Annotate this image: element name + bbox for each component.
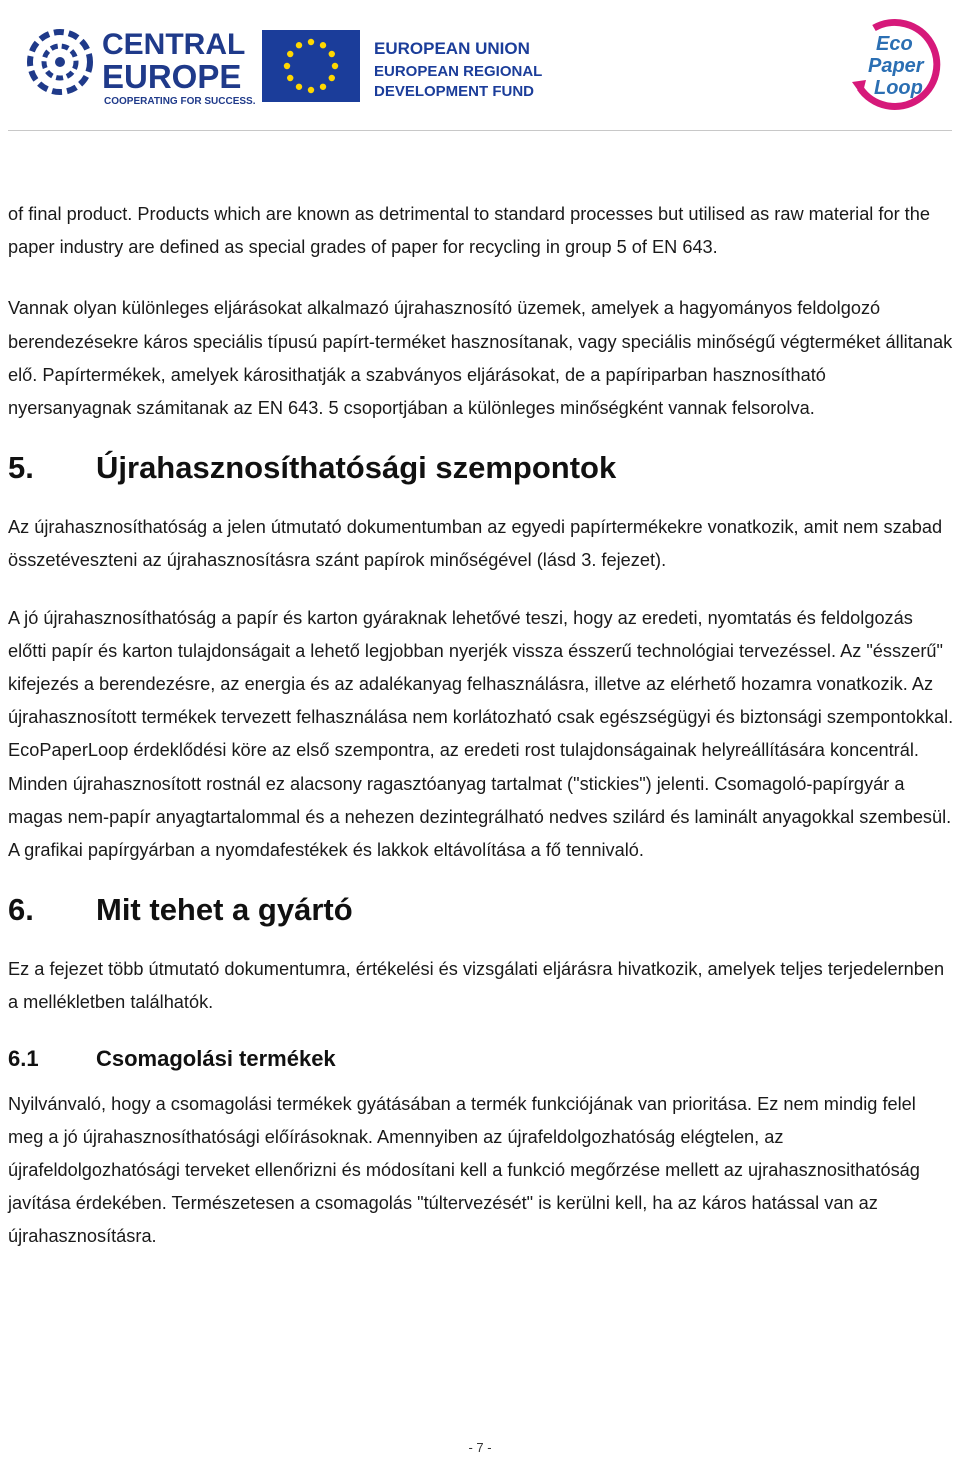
eu-line3: DEVELOPMENT FUND [374, 83, 535, 100]
eco-line2: Paper [868, 55, 924, 77]
header-divider [8, 130, 952, 131]
paragraph-p2: Vannak olyan különleges eljárásokat alkalmazó újrahasznosító üzemek, amelyek a hagyományos feldolgozó berendezésekre káros speciális típusú papírt-terméket hasznosítanak, vagy speciális minőségű végterméket állitanak elő. Papírtermékek, amelyek károsithatják a szabványos eljárásokat, de a papíriparban hasznosítható nyersanyagnak számitanak az EN 643. 5 csoportjában a különleges minőségként vannak felsorolva. [8, 298, 953, 419]
eu-star [329, 51, 335, 57]
paragraph-p6: Nyilvánvaló, hogy a csomagolási termékek gyátásában a termék funkciójának van prioritása. Ez nem mindig felel meg a jó újrahasznosíthatósági előírásoknak. Amennyiben az újrafeldolgozhatóság elégtelen, az újrafeldolgozhatósági terveket ellenőrizni és módosítani kell a funkció megőrzése mellett az ujrahasznosithatóság javítása érdekében. Természetesen a csomagolás "túltervezését" is kerülni kell, ha az káros hatással van az újrahasznosításra. [8, 1093, 920, 1247]
heading-section-6-1 [8, 1044, 954, 1074]
ce-tagline: COOPERATING FOR SUCCESS. [104, 96, 256, 107]
eu-star [320, 42, 326, 48]
eco-paper-loop-logo [840, 10, 952, 110]
eu-star [308, 39, 314, 45]
page-number: - 7 - [468, 1440, 492, 1455]
eu-line1: EUROPEAN UNION [374, 39, 530, 58]
paragraph-p1: of final product. Products which are known as detrimental to standard processes but utilised as raw material for the paper industry are defined as special grades of paper for recycling in group 5 of EN 643. [8, 204, 930, 258]
heading-title: Csomagolási termékek [96, 1045, 336, 1071]
heading-section-5 [8, 449, 954, 487]
eco-line3: Loop [874, 77, 923, 99]
heading-title: Újrahasznosíthatósági szempontok [96, 450, 617, 486]
ce-line1: CENTRAL [102, 28, 246, 61]
heading-number: 5. [8, 450, 34, 486]
heading-number: 6.1 [8, 1045, 39, 1071]
eu-star [329, 75, 335, 81]
eu-star [308, 87, 314, 93]
eu-regional-fund-logo [262, 28, 543, 108]
eu-star [284, 63, 290, 69]
globe-icon [30, 32, 90, 92]
ce-line2: EUROPE [102, 58, 242, 95]
paragraph-p5: Ez a fejezet több útmutató dokumentumra, értékelési és vizsgálati eljárásra hivatkozik, amelyek teljes terjedelernben a mellékletben találhatók. [8, 959, 945, 1013]
eu-line2: EUROPEAN REGIONAL [374, 63, 543, 80]
eu-star [287, 51, 293, 57]
eco-line1: Eco [876, 33, 913, 55]
heading-section-6 [8, 891, 954, 929]
eu-star [320, 84, 326, 90]
central-europe-logo [20, 24, 256, 110]
page-header [0, 0, 960, 130]
heading-title: Mit tehet a gyártó [96, 892, 353, 928]
eu-star [296, 84, 302, 90]
paragraph-p4: A jó újrahasznosíthatóság a papír és karton gyáraknak lehetővé teszi, hogy az eredeti, nyomtatás és feldolgozás előtti papír és karton tulajdonságait a lehető legjobban nyerjék vissza ésszerű technológiai tervezéssel. Az "ésszerű" kifejezés a berendezésre, az energia és az adalékanyag felhasználásra, illetve az elérhető hozamra vonatkozik. Az újrahasznosított termékek tervezett felhasználása nem korlátozható csak egészségügyi és biztonsági szempontokkal. EcoPaperLoop érdeklődési köre az első szempontra, az eredeti rost tulajdonságainak helyreállítására koncentrál. Minden újrahasznosított rostnál ez alacsony ragasztóanyag tartalmat ("stickies") jelenti. Csomagoló-papírgyár a magas nem-papír anyagtartalommal és a nehezen dezintegrálható nedves szilárd és laminált anyagokkal szembesül. A grafikai papírgyárban a nyomdafestékek és lakkok eltávolítása a fő tennivaló. [8, 607, 954, 861]
document-body [8, 198, 954, 1254]
eu-star [287, 75, 293, 81]
paragraph-p3: Az újrahasznosíthatóság a jelen útmutató dokumentumban az egyedi papírtermékekre vonatkozik, amit nem szabad összetéveszteni az újrahasznosításra szánt papírok minőségével (lásd 3. fejezet). [8, 517, 943, 571]
eu-star [296, 42, 302, 48]
eu-star [332, 63, 338, 69]
heading-number: 6. [8, 892, 34, 928]
